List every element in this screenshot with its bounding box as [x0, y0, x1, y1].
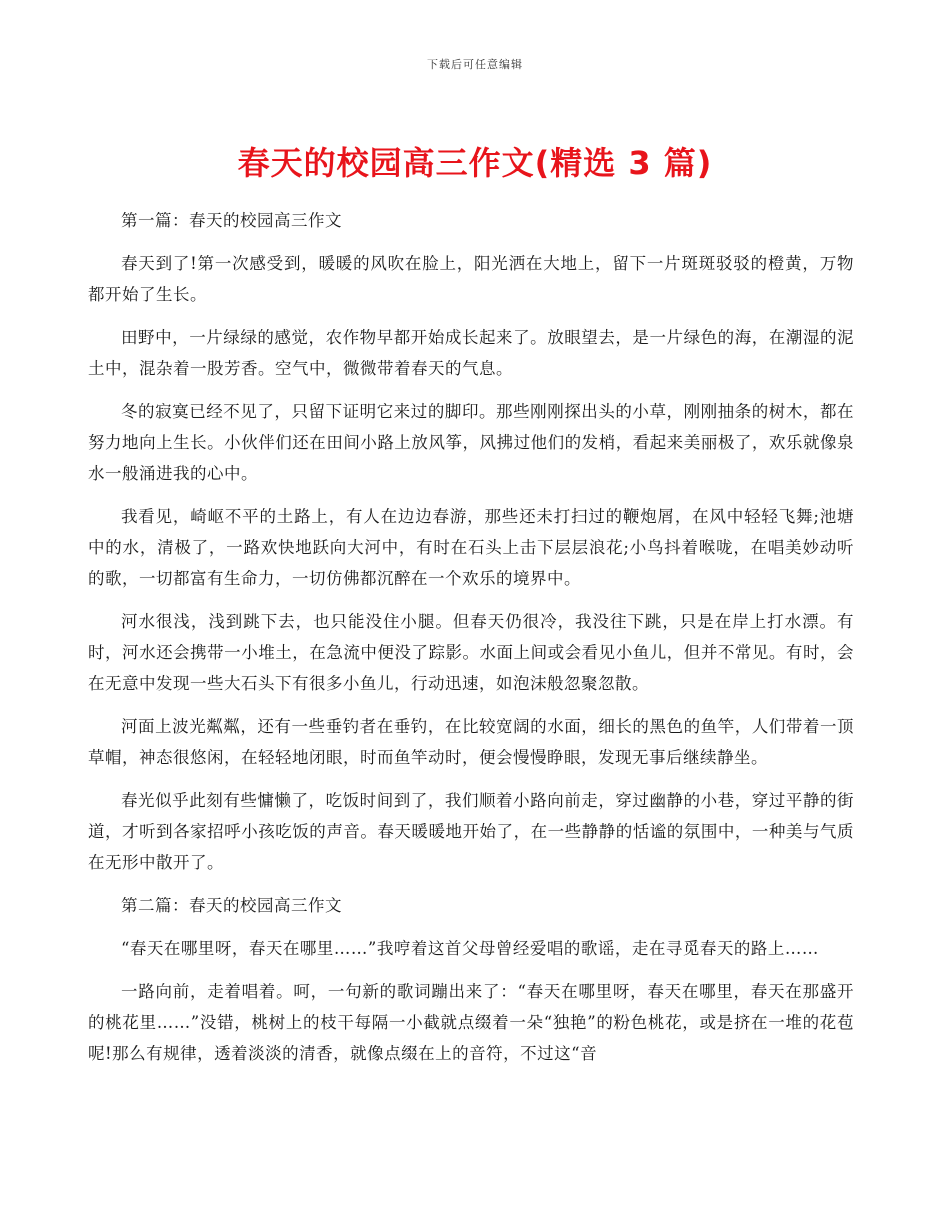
paragraph: 河水很浅，浅到跳下去，也只能没住小腿。但春天仍很冷，我没往下跳，只是在岸上打水漂。有时，河水还会携带一小堆土，在急流中便没了踪影。水面上间或会看见小鱼儿，但并不常见。有时，会在无意中发现一些大石头下有很多小鱼儿，行动迅速，如泡沫般忽聚忽散。 [88, 612, 854, 693]
paragraph: 一路向前，走着唱着。呵，一句新的歌词蹦出来了：“春天在哪里呀，春天在哪里，春天在那盛开的桃花里……”没错，桃树上的枝干每隔一小截就点缀着一朵“独艳”的粉色桃花，或是挤在一堆的花苞呢!那么有规律，透着淡淡的清香，就像点缀在上的音符，不过这“音 [88, 982, 854, 1063]
paragraph: 田野中，一片绿绿的感觉，农作物早都开始成长起来了。放眼望去，是一片绿色的海，在潮湿的泥土中，混杂着一股芳香。空气中，微微带着春天的气息。 [88, 328, 854, 378]
paragraph: 冬的寂寞已经不见了，只留下证明它来过的脚印。那些刚刚探出头的小草，刚刚抽条的树木，都在努力地向上生长。小伙伴们还在田间小路上放风筝，风拂过他们的发梢，看起来美丽极了，欢乐就像泉水一般涌进我的心中。 [88, 402, 854, 483]
section-heading-1: 第一篇：春天的校园高三作文 [121, 211, 342, 230]
paragraph: 河面上波光粼粼，还有一些垂钓者在垂钓，在比较宽阔的水面，细长的黑色的鱼竿，人们带着一顶草帽，神态很悠闲，在轻轻地闭眼，时而鱼竿动时，便会慢慢睁眼，发现无事后继续静坐。 [88, 717, 854, 767]
paragraph: 春天到了!第一次感受到，暖暖的风吹在脸上，阳光洒在大地上，留下一片斑斑驳驳的橙黄，万物都开始了生长。 [88, 254, 854, 304]
section-heading-2: 第二篇：春天的校园高三作文 [121, 896, 342, 915]
paragraph: “春天在哪里呀，春天在哪里……”我哼着这首父母曾经爱唱的歌谣，走在寻觅春天的路上…… [121, 939, 819, 958]
paragraph: 我看见，崎岖不平的土路上，有人在边边春游，那些还未打扫过的鞭炮屑，在风中轻轻飞舞;池塘中的水，清极了，一路欢快地跃向大河中，有时在石头上击下层层浪花;小鸟抖着喉咙，在唱美妙动听的歌，一切都富有生命力，一切仿佛都沉醉在一个欢乐的境界中。 [88, 507, 854, 588]
document-body [88, 205, 854, 1081]
document-title: 春天的校园高三作文(精选 3 篇) [237, 144, 713, 182]
header-note: 下载后可任意编辑 [427, 58, 523, 71]
paragraph: 春光似乎此刻有些慵懒了，吃饭时间到了，我们顺着小路向前走，穿过幽静的小巷，穿过平静的街道，才听到各家招呼小孩吃饭的声音。春天暖暖地开始了，在一些静静的恬谧的氛围中，一种美与气质在无形中散开了。 [88, 791, 854, 872]
